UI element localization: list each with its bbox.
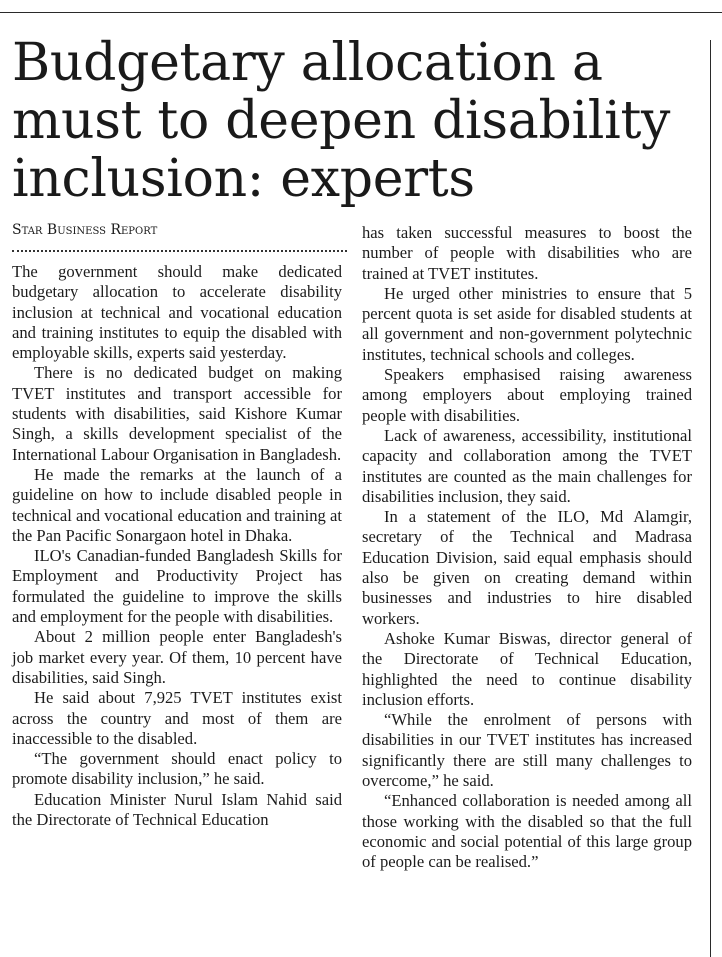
paragraph: He urged other ministries to ensure that 5 percent quota is set aside for disabled students at all government and non-government polytechnic institutes, technical schools and colleges. (362, 283, 692, 364)
paragraph: About 2 million people enter Bangladesh's job market every year. Of them, 10 percent have disabilities, said Singh. (12, 627, 342, 687)
right-column (362, 223, 692, 873)
paragraph: In a statement of the ILO, Md Alamgir, secretary of the Technical and Madrasa Education Division, said equal emphasis should also be given on creating demand within businesses and industries to hire disabled workers. (362, 507, 692, 628)
paragraph: ILO's Canadian-funded Bangladesh Skills for Employment and Productivity Project has formulated the guideline to improve the skills and employment for the people with disabilities. (12, 546, 342, 627)
paragraph: There is no dedicated budget on making TVET institutes and transport accessible for students with disabilities, said Kishore Kumar Singh, a skills development specialist of the International Labour Organisation in Bangladesh. (12, 363, 342, 464)
paragraph: has taken successful measures to boost the number of people with disabilities who are trained at TVET institutes. (362, 223, 692, 283)
paragraph: The government should make dedicated budgetary allocation to accelerate disability inclusion at technical and vocational education and training institutes to equip the disabled with employable skills, experts said yesterday. (12, 262, 342, 363)
paragraph: “Enhanced collaboration is needed among all those working with the disabled so that the full economic and social potential of this large group of people can be realised.” (362, 791, 692, 872)
paragraph: Speakers emphasised raising awareness among employers about employing trained people with disabilities. (362, 365, 692, 425)
left-column (12, 262, 342, 830)
paragraph: Ashoke Kumar Biswas, director general of the Directorate of Technical Education, highlighted the need to continue disability inclusion efforts. (362, 628, 692, 709)
paragraph: “While the enrolment of persons with disabilities in our TVET institutes has increased significantly there are still many challenges to overcome,” he said. (362, 710, 692, 791)
paragraph: He said about 7,925 TVET institutes exist across the country and most of them are inaccessible to the disabled. (12, 688, 342, 748)
paragraph: “The government should enact policy to promote disability inclusion,” he said. (12, 749, 342, 789)
paragraph: Lack of awareness, accessibility, institutional capacity and collaboration among the TVET institutes are counted as the main challenges for disabilities inclusion, they said. (362, 425, 692, 506)
top-rule (0, 12, 722, 13)
byline: Star Business Report (12, 222, 158, 238)
headline: Budgetary allocation a must to deepen disability inclusion: experts (12, 33, 671, 209)
dotted-separator (12, 250, 347, 252)
column-rule (710, 40, 711, 957)
paragraph: He made the remarks at the launch of a guideline on how to include disabled people in technical and vocational education and training at the Pan Pacific Sonargaon hotel in Dhaka. (12, 464, 342, 545)
paragraph: Education Minister Nurul Islam Nahid said the Directorate of Technical Education (12, 789, 342, 830)
